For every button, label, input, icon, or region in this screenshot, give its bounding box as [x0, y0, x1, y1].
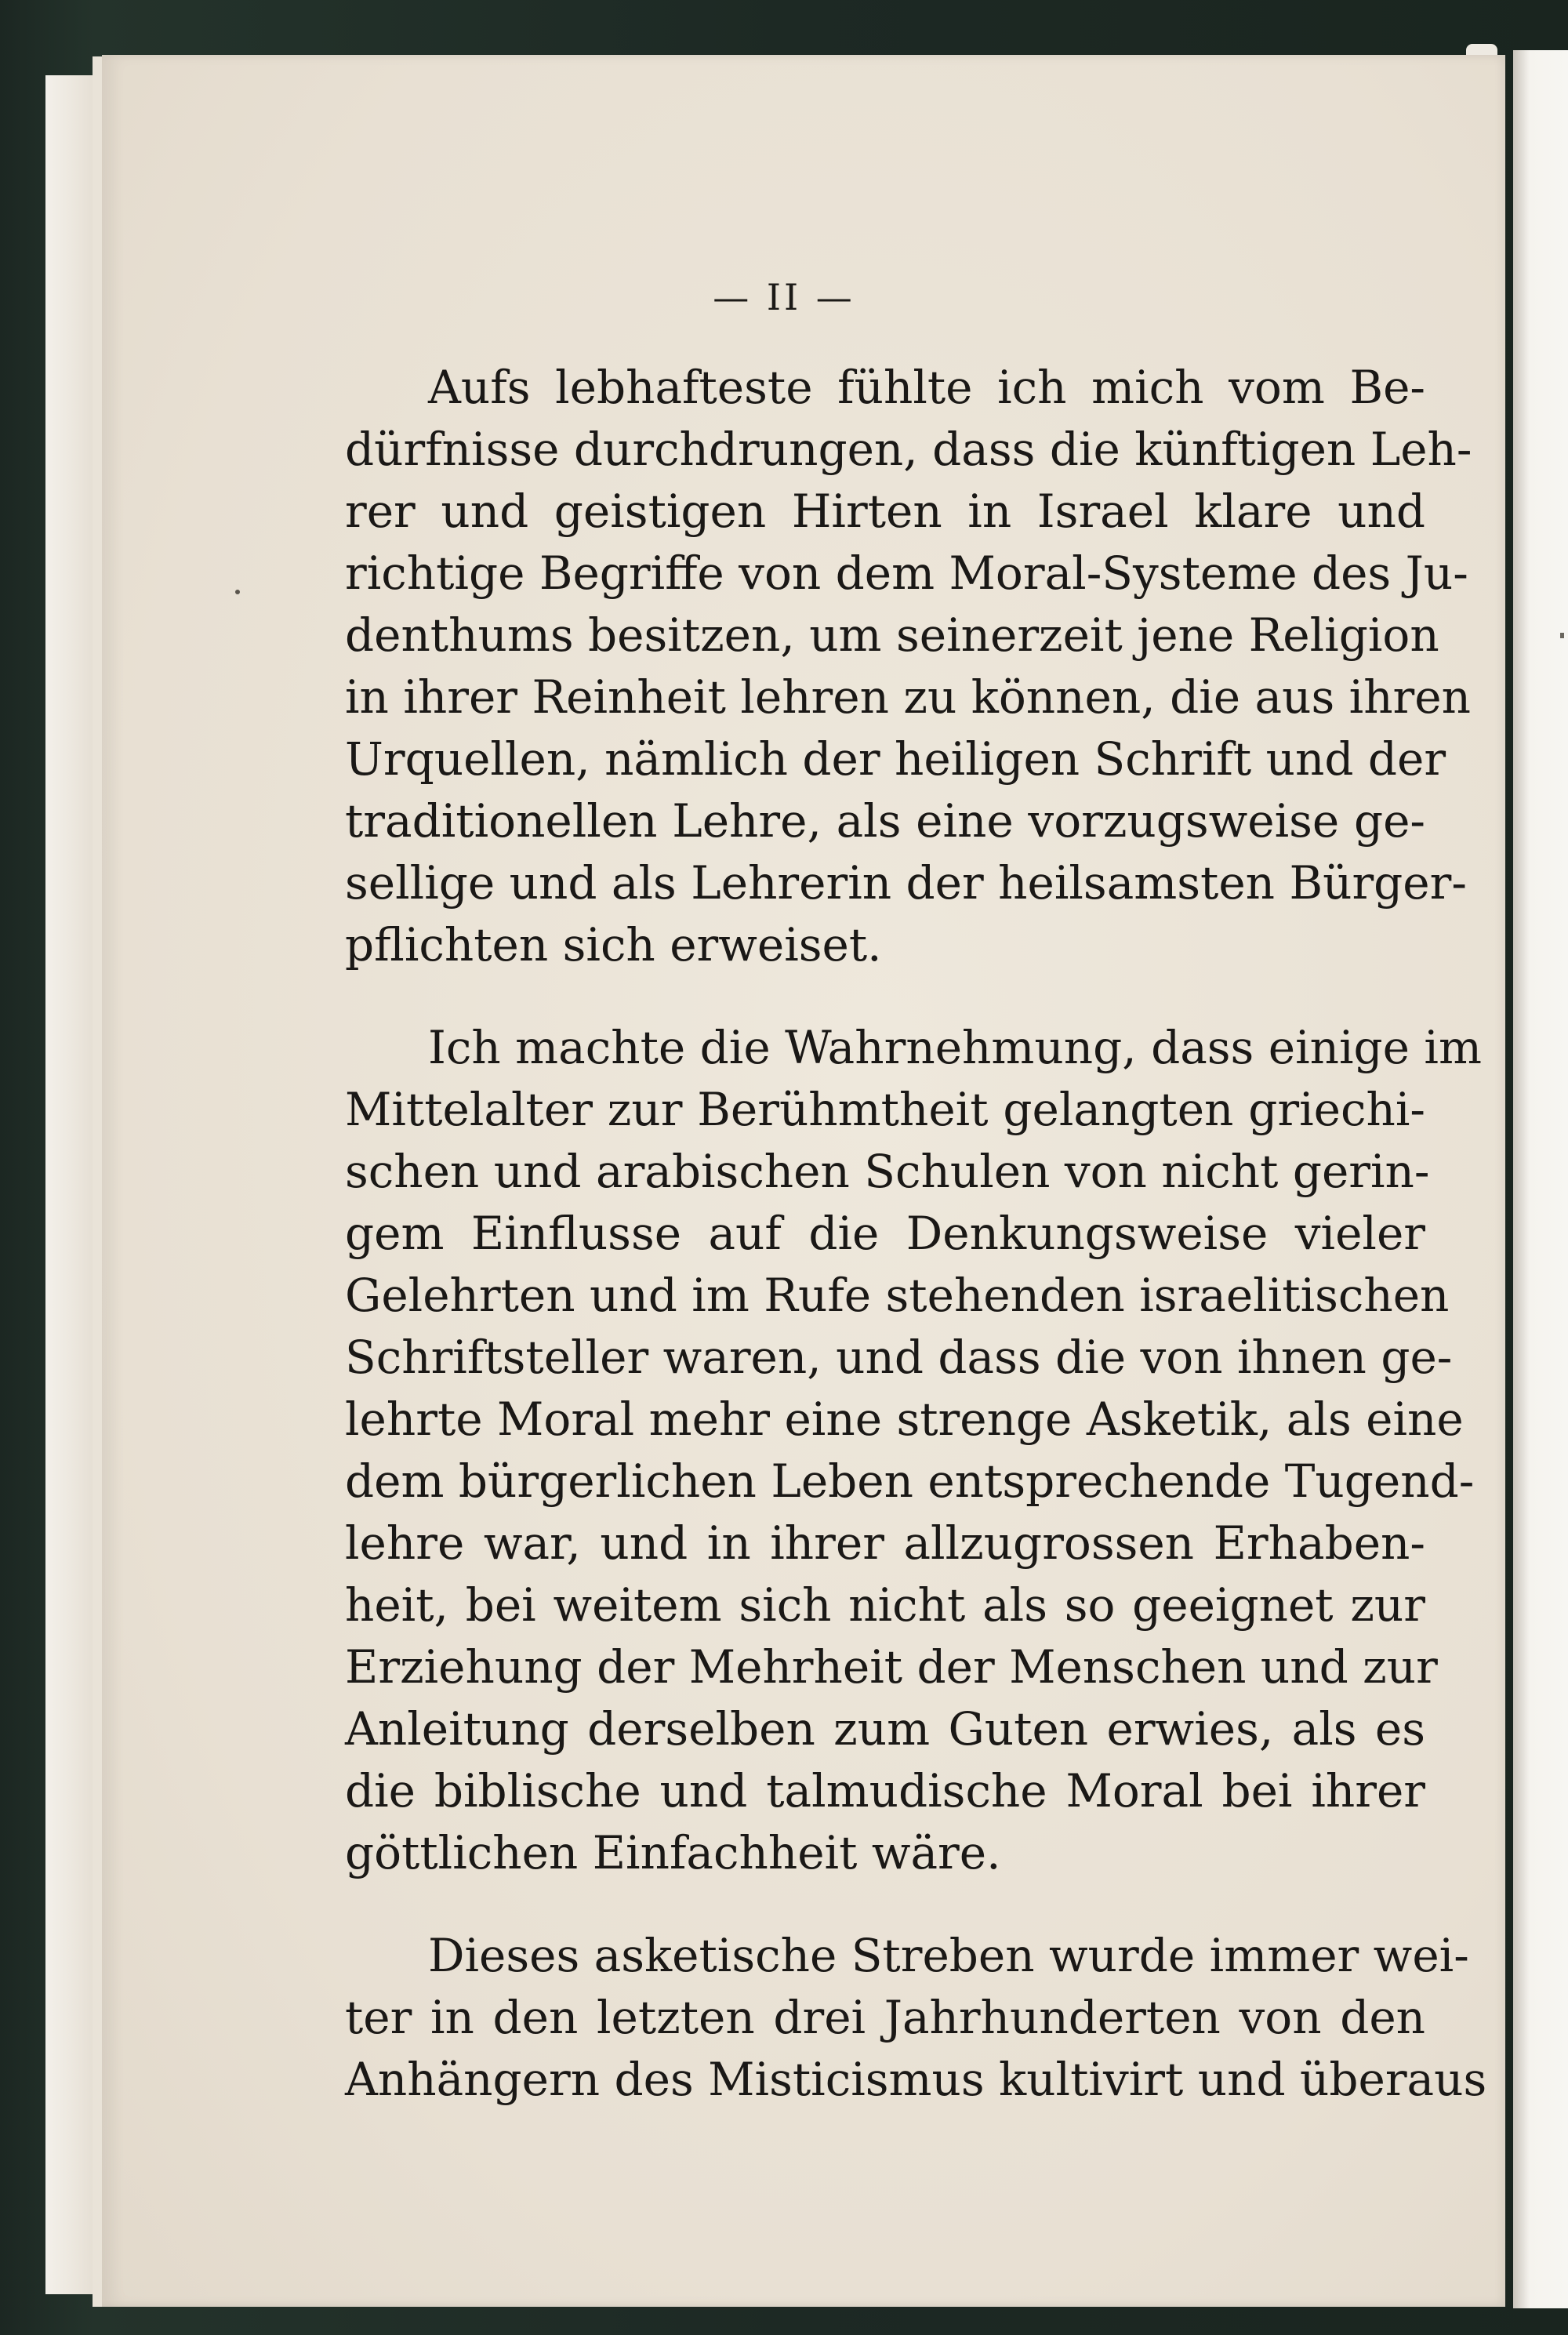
text-line: Ich machte die Wahrnehmung, dass einige im	[428, 1021, 1482, 1074]
text-line: rer und geistigen Hirten in Israel klare und	[345, 485, 1425, 538]
text-line: Anhängern des Misticismus kultivirt und überaus	[345, 2053, 1487, 2106]
text-line: Dieses asketische Streben wurde immer wei-	[428, 1929, 1469, 1982]
text-line: dem bürgerlichen Leben entsprechende Tugend-	[345, 1454, 1475, 1508]
text-line: Aufs lebhafteste fühlte ich mich vom Be-	[428, 361, 1425, 414]
text-line: dürfnisse durchdrungen, dass die künftigen Leh-	[345, 423, 1472, 476]
paragraph-2	[345, 1017, 1482, 1884]
text-line: Urquellen, nämlich der heiligen Schrift und der	[345, 732, 1446, 786]
text-line: gem Einflusse auf die Denkungsweise vieler	[345, 1207, 1425, 1260]
ink-speck-right	[1560, 633, 1564, 638]
text-line: göttlichen Einfachheit wäre.	[345, 1826, 1001, 1879]
text-line: Mittelalter zur Berühmtheit gelangten griechi-	[345, 1083, 1425, 1136]
text-line: Anleitung derselben zum Guten erwies, als es	[345, 1702, 1425, 1756]
text-line: pflichten sich erweiset.	[345, 918, 882, 971]
page-text	[345, 357, 1487, 2152]
page-number: — II —	[713, 276, 855, 318]
text-line: Schriftsteller waren, und dass die von ihnen ge-	[345, 1331, 1453, 1384]
paragraph-3	[345, 1925, 1487, 2111]
facing-page-edge	[1513, 50, 1568, 2308]
paragraph-1	[345, 357, 1472, 976]
text-line: sellige und als Lehrerin der heilsamsten Bürger-	[345, 856, 1467, 910]
text-line: lehrte Moral mehr eine strenge Asketik, als eine	[345, 1393, 1464, 1446]
text-line: in ihrer Reinheit lehren zu können, die aus ihren	[345, 670, 1471, 724]
ink-speck	[235, 590, 240, 594]
text-line: lehre war, und in ihrer allzugrossen Erhaben-	[345, 1516, 1425, 1570]
text-line: richtige Begriffe von dem Moral-Systeme des Ju-	[345, 547, 1468, 600]
text-line: Gelehrten und im Rufe stehenden israelitischen	[345, 1269, 1450, 1322]
text-line: schen und arabischen Schulen von nicht gerin-	[345, 1145, 1430, 1198]
text-line: denthums besitzen, um seinerzeit jene Religion	[345, 608, 1439, 662]
text-line: ter in den letzten drei Jahrhunderten von den	[345, 1991, 1425, 2044]
text-line: heit, bei weitem sich nicht als so geeignet zur	[345, 1578, 1425, 1632]
text-line: traditionellen Lehre, als eine vorzugsweise ge-	[345, 794, 1425, 848]
text-line: Erziehung der Mehrheit der Menschen und zur	[345, 1640, 1438, 1694]
text-line: die biblische und talmudische Moral bei ihrer	[345, 1764, 1425, 1818]
